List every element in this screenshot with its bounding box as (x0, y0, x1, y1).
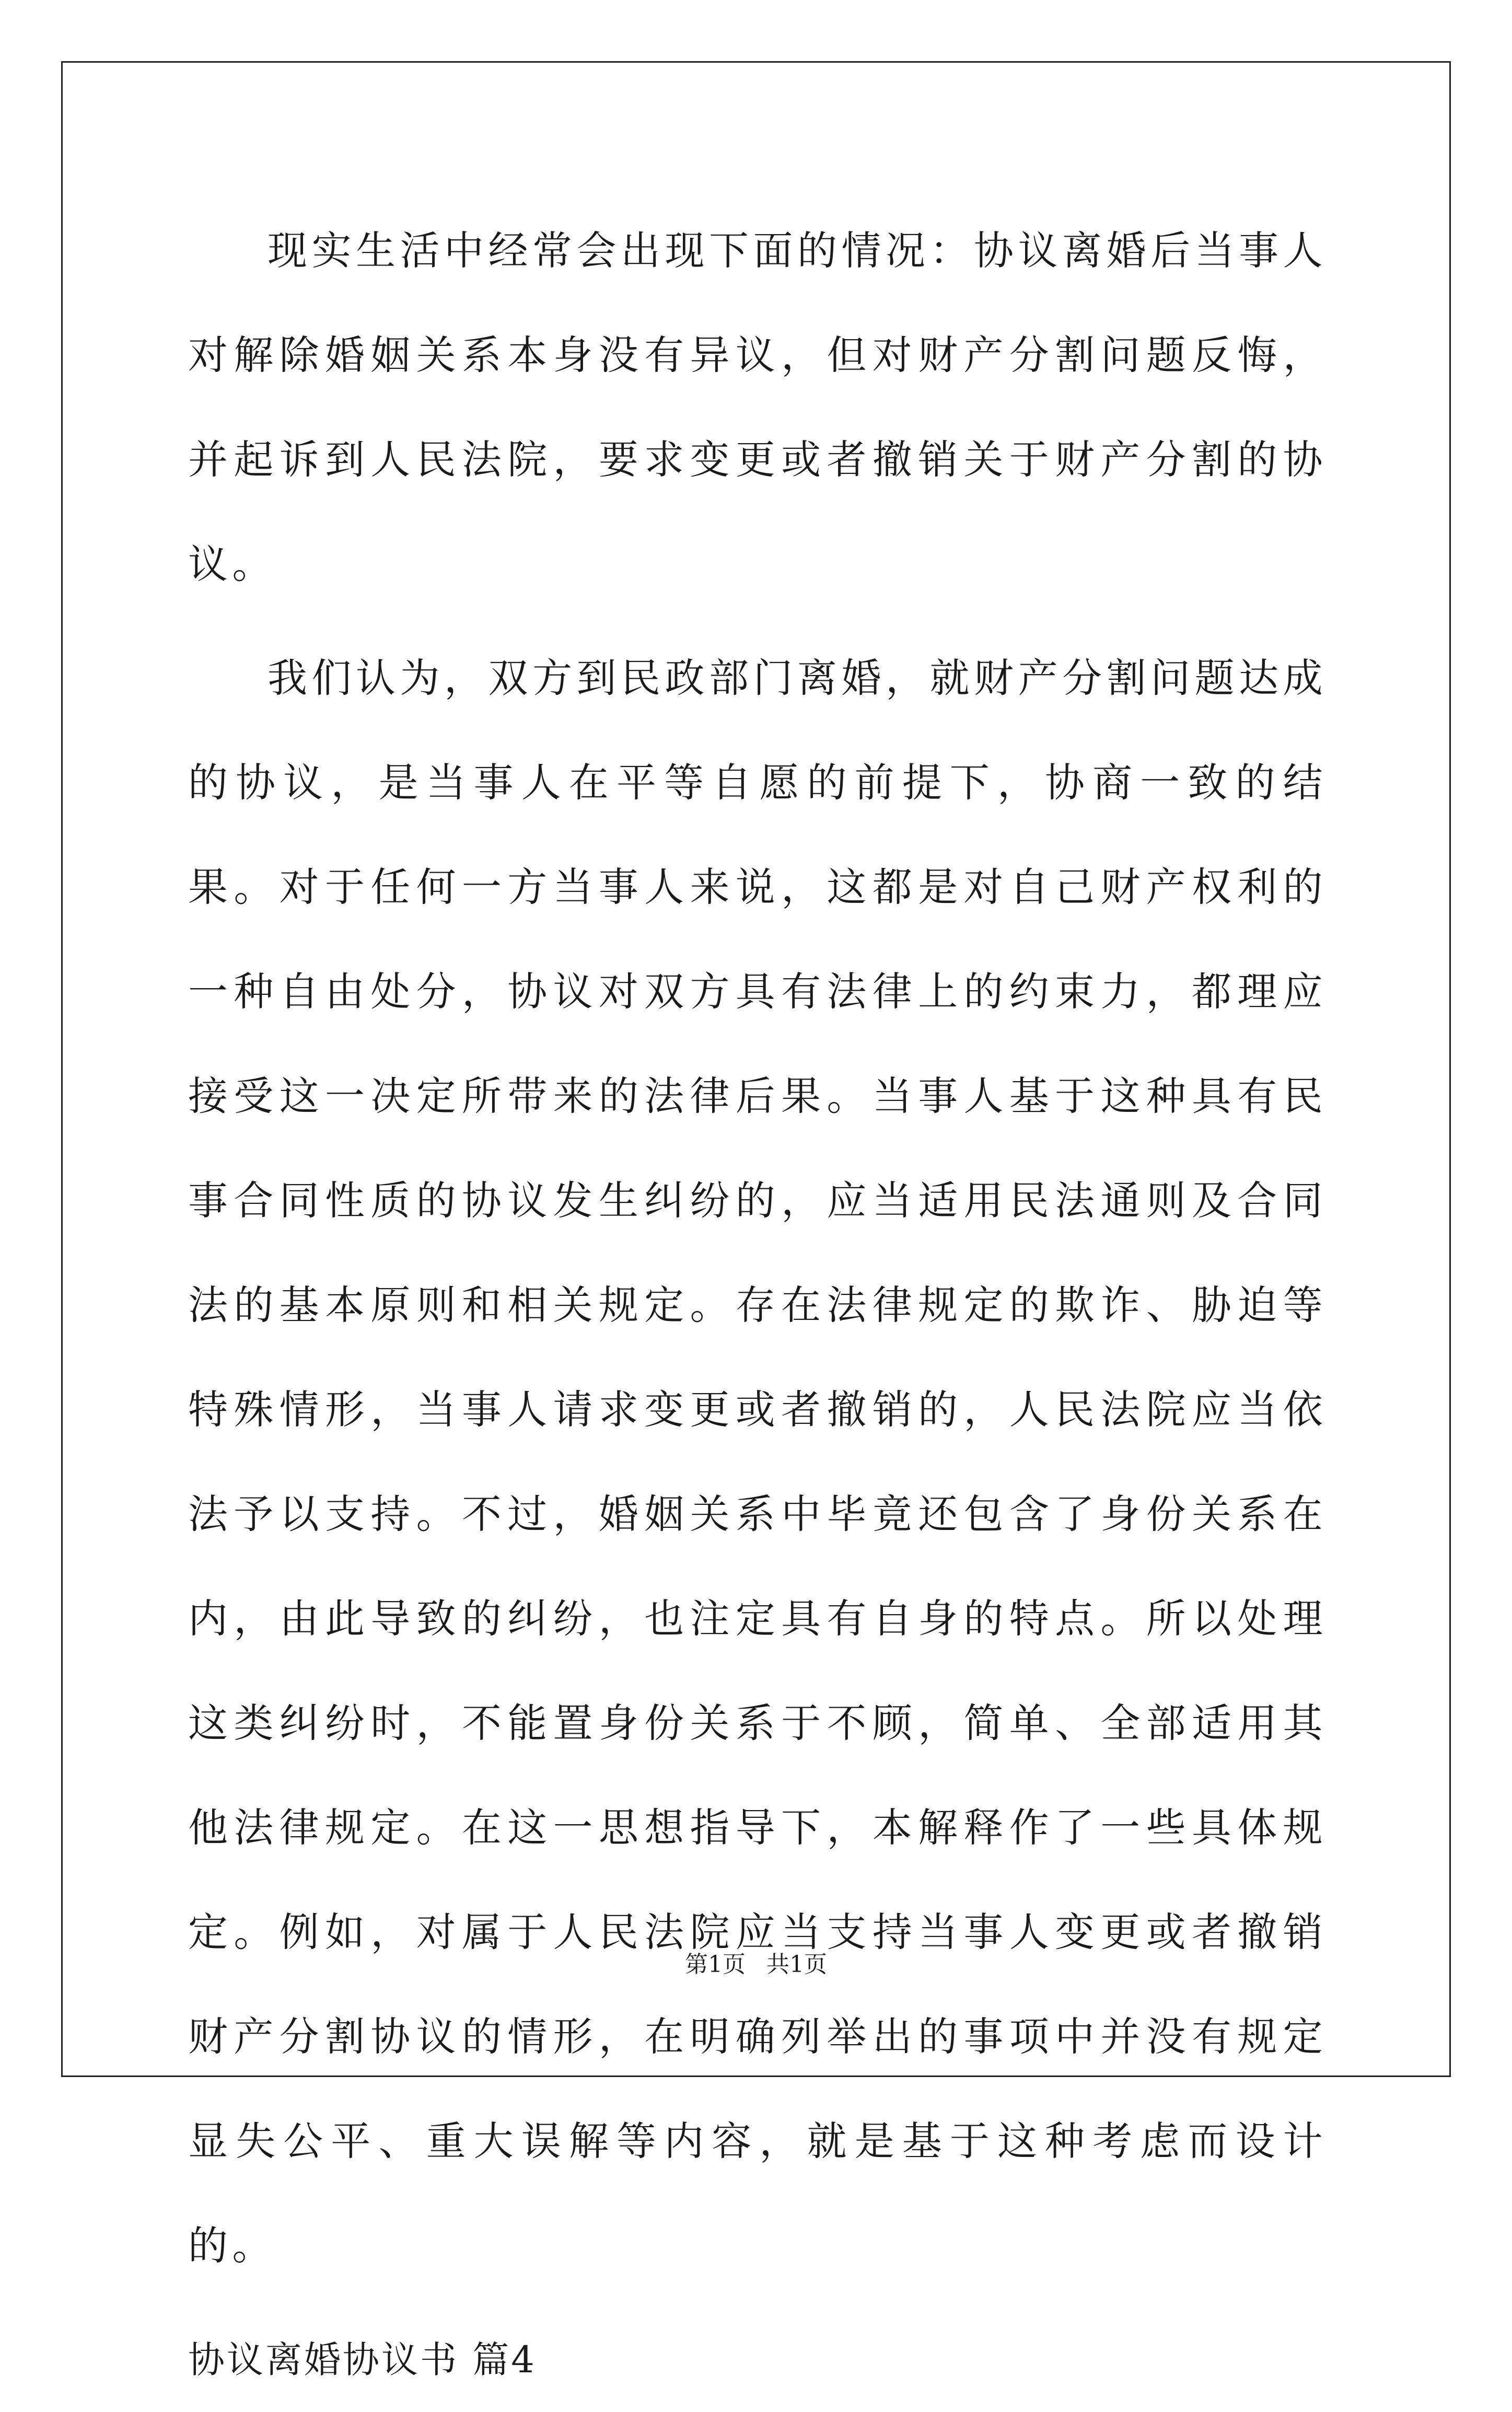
page-number: 第1页 (685, 1951, 746, 1978)
page-footer (0, 1949, 1512, 1980)
document-body (188, 199, 1327, 2412)
page-total: 共1页 (766, 1951, 827, 1978)
paragraph-2: 我们认为，双方到民政部门离婚，就财产分割问题达成的协议，是当事人在平等自愿的前提下，协商一致的结果。对于任何一方当事人来说，这都是对自己财产权利的一种自由处分，协议对双方具有法律上的约束力，都理应接受这一决定所带来的法律后果。当事人基于这种具有民事合同性质的协议发生纠纷的，应当适用民法通则及合同法的基本原则和相关规定。存在法律规定的欺诈、胁迫等特殊情形，当事人请求变更或者撤销的，人民法院应当依法予以支持。不过，婚姻关系中毕竟还包含了身份关系在内，由此导致的纠纷，也注定具有自身的特点。所以处理这类纠纷时，不能置身份关系于不顾，简单、全部适用其他法律规定。在这一思想指导下，本解释作了一些具体规定。例如，对属于人民法院应当支持当事人变更或者撤销财产分割协议的情形，在明确列举出的事项中并没有规定显失公平、重大误解等内容，就是基于这种考虑而设计的。 (188, 655, 1327, 2269)
section-heading: 协议离婚协议书 篇4 (188, 2338, 537, 2381)
paragraph-1: 现实生活中经常会出现下面的情况：协议离婚后当事人对解除婚姻关系本身没有异议，但对财产分割问题反悔，并起诉到人民法院，要求变更或者撤销关于财产分割的协议。 (188, 227, 1327, 587)
